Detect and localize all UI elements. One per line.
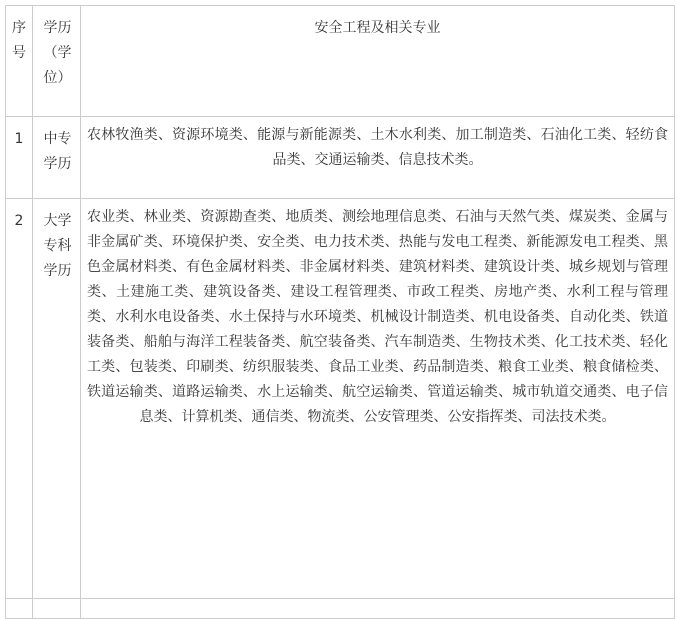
table-header-row — [6, 6, 675, 117]
row-majors: 农林牧渔类、资源环境类、能源与新能源类、土木水利类、加工制造类、石油化工类、轻纺食品类、交通运输类、信息技术类。 — [81, 117, 675, 199]
row-index: 1 — [6, 117, 33, 199]
header-education: 学历（学位） — [33, 6, 81, 117]
header-majors: 安全工程及相关专业 — [81, 6, 675, 117]
table-row — [6, 199, 675, 599]
row-index: 2 — [6, 199, 33, 599]
header-index: 序号 — [6, 6, 33, 117]
row-education: 中专学历 — [33, 117, 81, 199]
row-education: 大学专科学历 — [33, 199, 81, 599]
row-majors: 农业类、林业类、资源勘查类、地质类、测绘地理信息类、石油与天然气类、煤炭类、金属与非金属矿类、环境保护类、安全类、电力技术类、热能与发电工程类、新能源发电工程类、黑色金属材料类、有色金属材料类、非金属材料类、建筑材料类、建筑设计类、城乡规划与管理类、土建施工类、建筑设备类、建设工程管理类、市政工程类、房地产类、水利工程与管理类、水利水电设备类、水土保持与水环境类、机械设计制造类、机电设备类、自动化类、铁道装备类、船舶与海洋工程装备类、航空装备类、汽车制造类、生物技术类、化工技术类、轻化工类、包装类、印刷类、纺织服装类、食品工业类、药品制造类、粮食工业类、粮食储检类、铁道运输类、道路运输类、水上运输类、航空运输类、管道运输类、城市轨道交通类、电子信息类、计算机类、通信类、物流类、公安管理类、公安指挥类、司法技术类。 — [81, 199, 675, 599]
table-row — [6, 117, 675, 199]
majors-table — [5, 5, 675, 619]
